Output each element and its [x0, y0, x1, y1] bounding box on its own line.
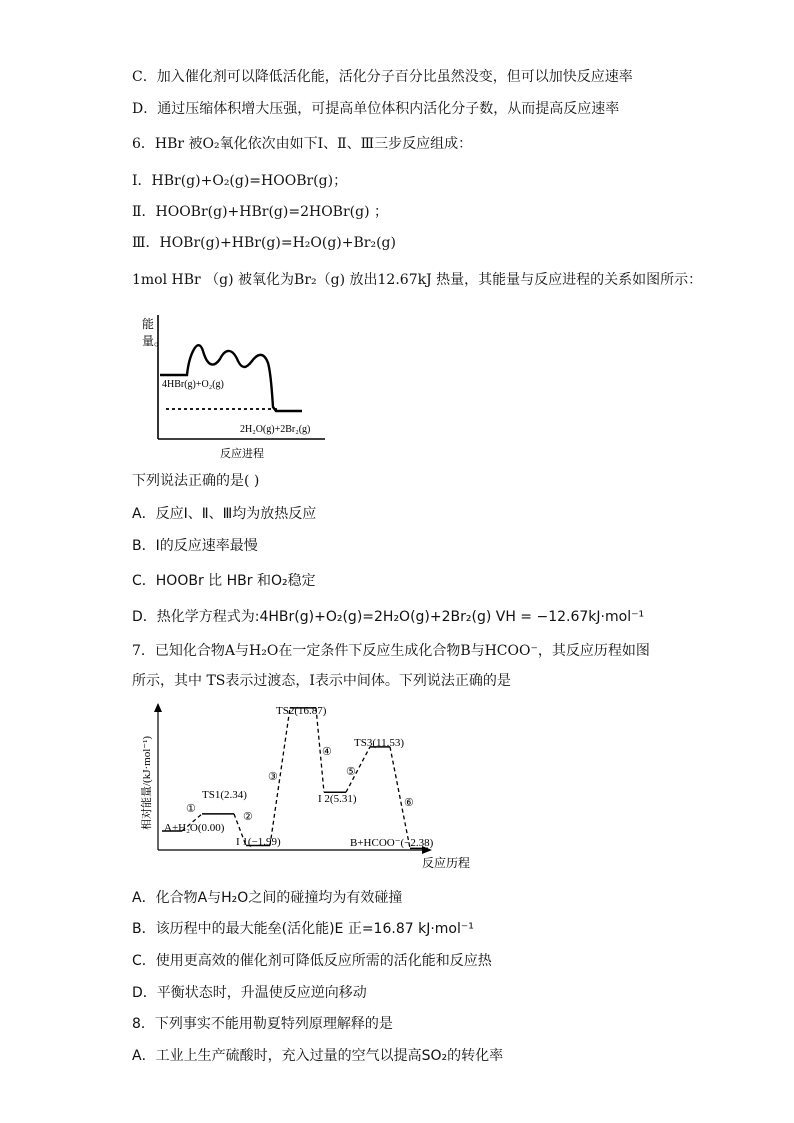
y-axis-arrow: [154, 703, 162, 712]
state-label-a-h2o: A+H₂O(0.00): [164, 822, 225, 834]
q5-option-d: D．通过压缩体积增大压强，可提高单位体积内活化分子数，从而提高反应速率: [132, 101, 620, 117]
reaction-profile-diagram: [132, 700, 482, 875]
y-axis-label-1: 能: [142, 317, 155, 331]
state-label-i1: I 1(−1.99): [236, 836, 281, 848]
step-marker-1: ①: [186, 803, 196, 815]
q6-step-1: Ⅰ．HBr(g)+O₂(g)=HOOBr(g)；: [132, 173, 348, 189]
state-label-i2: I 2(5.31): [318, 793, 357, 805]
products-label: 2H₂O(g)+2Br₂(g): [240, 424, 311, 435]
x-axis-label: 反应历程: [422, 856, 471, 870]
q6-info: 1mol HBr （g) 被氧化为Br₂（g) 放出12.67kJ 热量，其能量与反应进程的关系如图所示：: [132, 272, 703, 288]
reactants-label: 4HBr(g)+O₂(g): [162, 379, 224, 390]
step-marker-2: ②: [243, 811, 253, 823]
q6-question: 下列说法正确的是( ): [132, 473, 260, 489]
energy-diagram-hbr: [130, 305, 330, 465]
q6-step-3: Ⅲ．HOBr(g)+HBr(g)=H₂O(g)+Br₂(g): [132, 235, 396, 251]
step-marker-4: ④: [322, 746, 332, 758]
state-label-b-hcoo: B+HCOO⁻(−2.38): [350, 837, 434, 849]
q7-option-d: D．平衡状态时，升温使反应逆向移动: [132, 985, 367, 1001]
q6-step-2: Ⅱ．HOOBr(g)+HBr(g)=2HOBr(g) ；: [132, 204, 388, 220]
q7-option-c: C．使用更高效的催化剂可降低反应所需的活化能和反应热: [132, 953, 492, 969]
q5-option-c: C．加入催化剂可以降低活化能，活化分子百分比虽然没变，但可以加快反应速率: [132, 69, 633, 85]
y-axis-label: 相对能量/(kJ·mol⁻¹): [141, 735, 153, 830]
q7-option-b: B．该历程中的最大能垒(活化能)E 正=16.87 kJ·mol⁻¹: [132, 921, 474, 937]
y-axis-label-2: 量。: [142, 334, 167, 348]
q7-stem-line1: 7．已知化合物A与H₂O在一定条件下反应生成化合物B与HCOO⁻，其反应历程如图: [132, 643, 650, 659]
state-label-ts2: TS2(16.87): [276, 705, 327, 717]
x-axis-label: 反应进程: [220, 448, 264, 460]
q6-stem: 6．HBr 被O₂氧化依次由如下Ⅰ、Ⅱ、Ⅲ三步反应组成：: [132, 136, 473, 152]
q6-option-b: B．Ⅰ的反应速率最慢: [132, 538, 258, 554]
q7-stem-line2: 所示，其中 TS表示过渡态，I表示中间体。下列说法正确的是: [132, 673, 511, 689]
q6-option-d: D．热化学方程式为:4HBr(g)+O₂(g)=2H₂O(g)+2Br₂(g) VH = −12.67kJ·mol⁻¹: [132, 609, 645, 625]
step-marker-3: ③: [268, 771, 278, 783]
step-marker-5: ⑤: [346, 766, 356, 778]
q6-option-c: C．HOOBr 比 HBr 和O₂稳定: [132, 573, 316, 589]
state-label-ts3: TS3(11.53): [354, 737, 405, 749]
q8-stem: 8．下列事实不能用勒夏特列原理解释的是: [132, 1016, 393, 1032]
q8-option-a: A．工业上生产硫酸时，充入过量的空气以提高SO₂的转化率: [132, 1048, 504, 1064]
q6-option-a: A．反应Ⅰ、Ⅱ、Ⅲ均为放热反应: [132, 506, 317, 522]
state-label-ts1: TS1(2.34): [202, 789, 247, 801]
step-marker-6: ⑥: [404, 797, 414, 809]
q7-option-a: A．化合物A与H₂O之间的碰撞均为有效碰撞: [132, 890, 403, 906]
